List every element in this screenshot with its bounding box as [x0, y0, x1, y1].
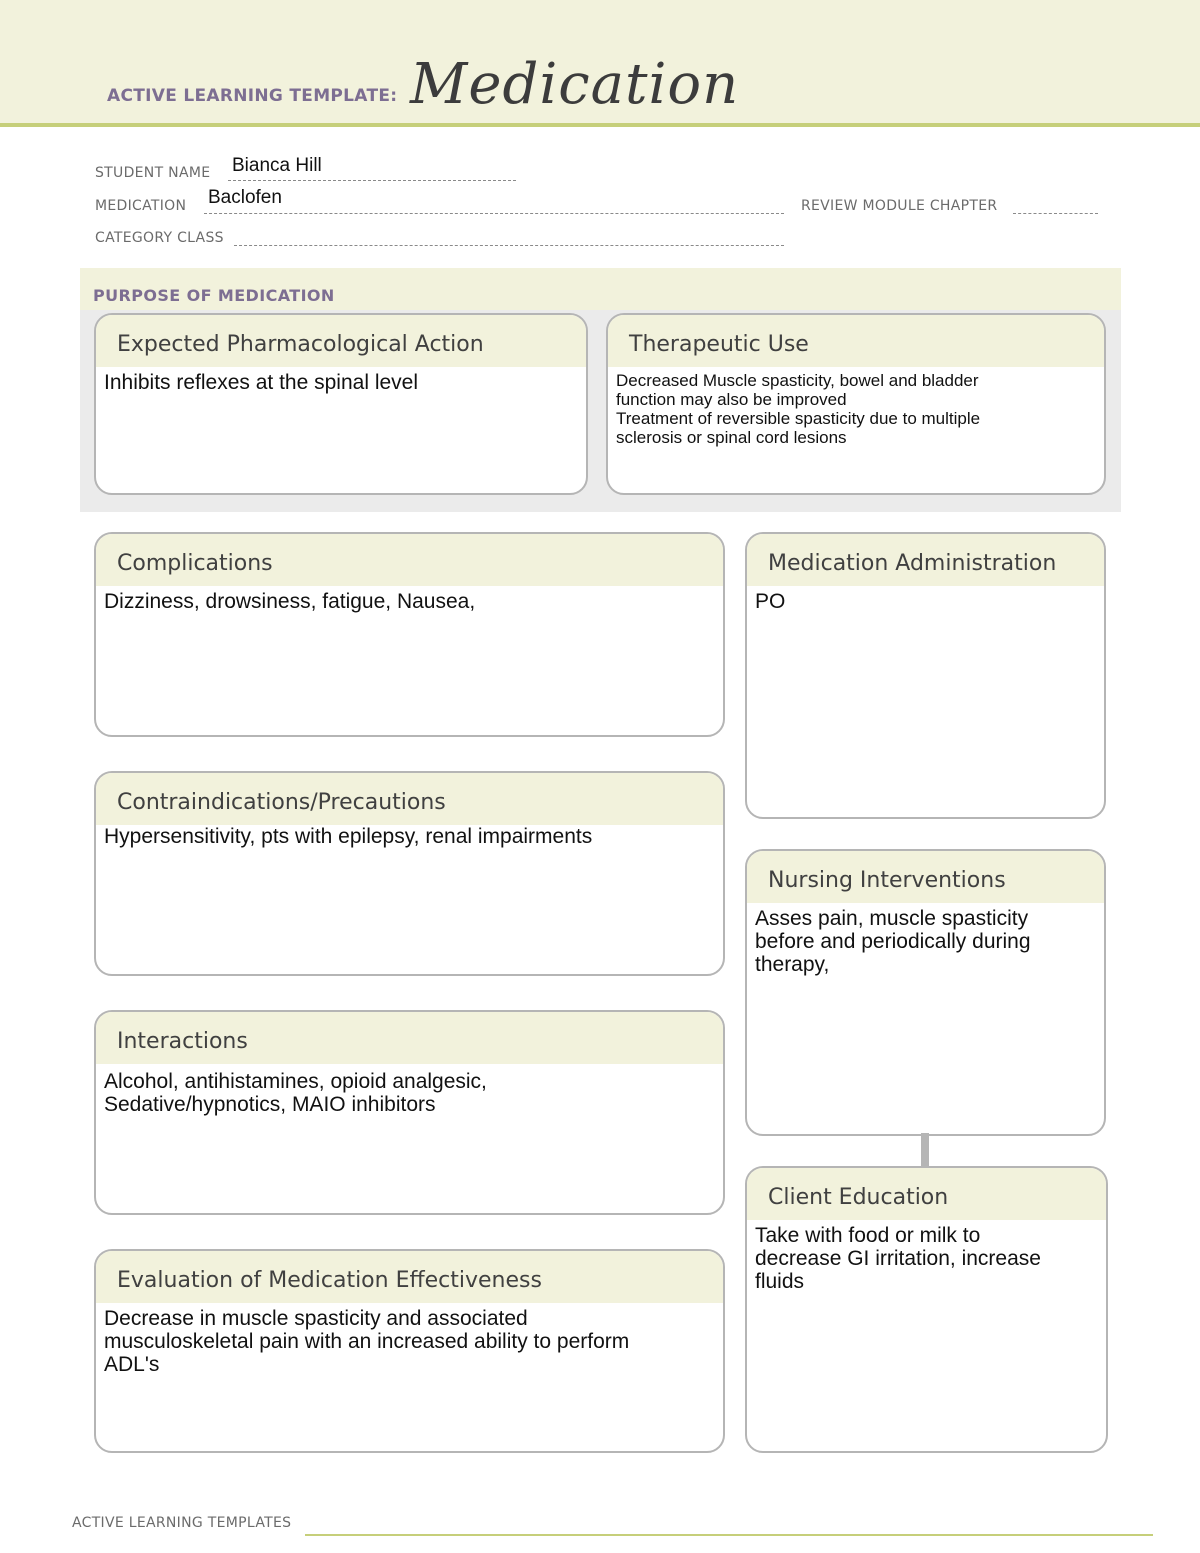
administration-title: Medication Administration — [747, 534, 1104, 586]
client-education-box — [745, 1166, 1108, 1453]
therapeutic-use-text[interactable]: Decreased Muscle spasticity, bowel and bladder function may also be improved Treatment of reversible spasticity due to multiple sclerosis or spinal cord lesions — [616, 371, 981, 447]
category-class-label: CATEGORY CLASS — [95, 230, 224, 246]
student-name-label: STUDENT NAME — [95, 165, 211, 181]
connector-line — [921, 1133, 929, 1167]
administration-box — [745, 532, 1106, 819]
therapeutic-use-title: Therapeutic Use — [608, 315, 1104, 367]
template-label: ACTIVE LEARNING TEMPLATE: — [107, 86, 398, 106]
evaluation-text[interactable]: Decrease in muscle spasticity and associated musculoskeletal pain with an increased ability to perform ADL's — [104, 1307, 630, 1376]
contraindications-box — [94, 771, 725, 976]
student-name-field[interactable]: Bianca Hill — [232, 155, 322, 176]
purpose-label: PURPOSE OF MEDICATION — [93, 286, 335, 305]
interactions-title: Interactions — [96, 1012, 723, 1064]
nursing-box — [745, 849, 1106, 1136]
expected-action-text[interactable]: Inhibits reflexes at the spinal level — [104, 371, 419, 394]
interactions-text[interactable]: Alcohol, antihistamines, opioid analgesic, Sedative/hypnotics, MAIO inhibitors — [104, 1070, 487, 1116]
contraindications-title: Contraindications/Precautions — [96, 773, 723, 825]
client-education-text[interactable]: Take with food or milk to decrease GI irritation, increase fluids — [755, 1224, 1041, 1293]
footer-line — [305, 1534, 1153, 1536]
nursing-text[interactable]: Asses pain, muscle spasticity before and periodically during therapy, — [755, 907, 1031, 976]
review-module-line — [1013, 213, 1098, 214]
complications-box — [94, 532, 725, 737]
student-name-line — [228, 180, 516, 181]
expected-action-title: Expected Pharmacological Action — [96, 315, 586, 367]
evaluation-box — [94, 1249, 725, 1453]
medication-line — [204, 213, 784, 214]
page-title: Medication — [410, 52, 740, 117]
category-class-line — [234, 245, 784, 246]
evaluation-title: Evaluation of Medication Effectiveness — [96, 1251, 723, 1303]
interactions-box — [94, 1010, 725, 1215]
medication-label: MEDICATION — [95, 198, 187, 214]
review-module-label: REVIEW MODULE CHAPTER — [801, 198, 998, 214]
administration-text[interactable]: PO — [755, 590, 786, 613]
complications-text[interactable]: Dizziness, drowsiness, fatigue, Nausea, — [104, 590, 476, 613]
therapeutic-use-box — [606, 313, 1106, 495]
footer-label: ACTIVE LEARNING TEMPLATES — [72, 1515, 292, 1531]
contraindications-text[interactable]: Hypersensitivity, pts with epilepsy, renal impairments — [104, 825, 593, 848]
client-education-title: Client Education — [747, 1168, 1106, 1220]
medication-field[interactable]: Baclofen — [208, 187, 282, 208]
complications-title: Complications — [96, 534, 723, 586]
nursing-title: Nursing Interventions — [747, 851, 1104, 903]
expected-action-box — [94, 313, 588, 495]
